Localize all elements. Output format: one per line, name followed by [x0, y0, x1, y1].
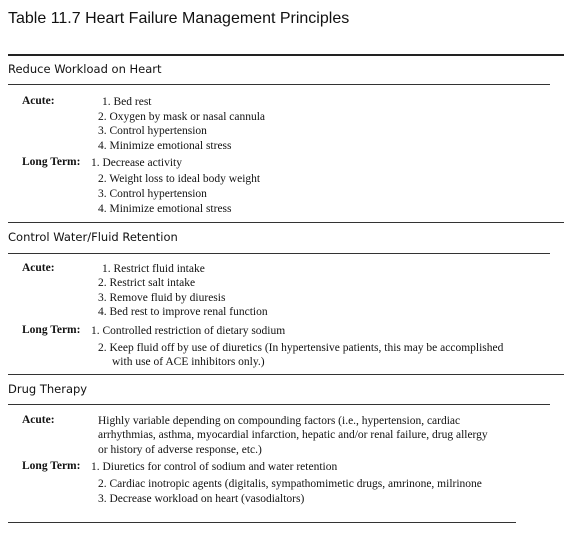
list-item: 4. Minimize emotional stress [98, 203, 232, 215]
acute-label: Acute: [22, 95, 55, 107]
long-term-label: Long Term: [22, 460, 81, 472]
acute-text-line: or history of adverse response, etc.) [98, 444, 262, 456]
list-item: 3. Control hypertension [98, 188, 207, 200]
list-item: 1. Decrease activity [91, 157, 182, 169]
list-item: 3. Control hypertension [98, 125, 207, 137]
long-term-label: Long Term: [22, 324, 81, 336]
list-item: with use of ACE inhibitors only.) [112, 356, 265, 368]
section-title-drug-therapy: Drug Therapy [8, 382, 88, 396]
acute-text-line: arrhythmias, asthma, myocardial infarction, hepatic and/or renal failure, drug allergy [98, 429, 488, 441]
section-rule [8, 253, 550, 254]
acute-label: Acute: [22, 262, 55, 274]
list-item: 1. Diuretics for control of sodium and water retention [91, 461, 338, 473]
section-rule [8, 84, 550, 85]
bottom-rule [8, 522, 516, 523]
section-rule [8, 222, 564, 223]
list-item: 4. Minimize emotional stress [98, 140, 232, 152]
list-item: 3. Decrease workload on heart (vasodialtors) [98, 493, 305, 505]
section-rule [8, 374, 564, 375]
long-term-label: Long Term: [22, 156, 81, 168]
acute-text-line: Highly variable depending on compounding factors (i.e., hypertension, cardiac [98, 415, 461, 427]
title-rule [8, 54, 564, 56]
acute-label: Acute: [22, 414, 55, 426]
list-item: 2. Keep fluid off by use of diuretics (In hypertensive patients, this may be accomplished [98, 342, 504, 354]
list-item: 1. Restrict fluid intake [102, 263, 205, 275]
section-rule [8, 404, 550, 405]
list-item: 2. Oxygen by mask or nasal cannula [98, 111, 266, 123]
section-title-reduce-workload: Reduce Workload on Heart [8, 62, 162, 76]
list-item: 3. Remove fluid by diuresis [98, 292, 226, 304]
list-item: 4. Bed rest to improve renal function [98, 306, 268, 318]
section-title-control-fluid: Control Water/Fluid Retention [8, 230, 178, 244]
list-item: 2. Cardiac inotropic agents (digitalis, sympathomimetic drugs, amrinone, milrinone [98, 478, 482, 490]
list-item: 2. Weight loss to ideal body weight [98, 173, 261, 185]
list-item: 1. Controlled restriction of dietary sodium [91, 325, 286, 337]
list-item: 1. Bed rest [102, 96, 152, 108]
list-item: 2. Restrict salt intake [98, 277, 196, 289]
table-title: Table 11.7 Heart Failure Management Principles [8, 10, 350, 27]
